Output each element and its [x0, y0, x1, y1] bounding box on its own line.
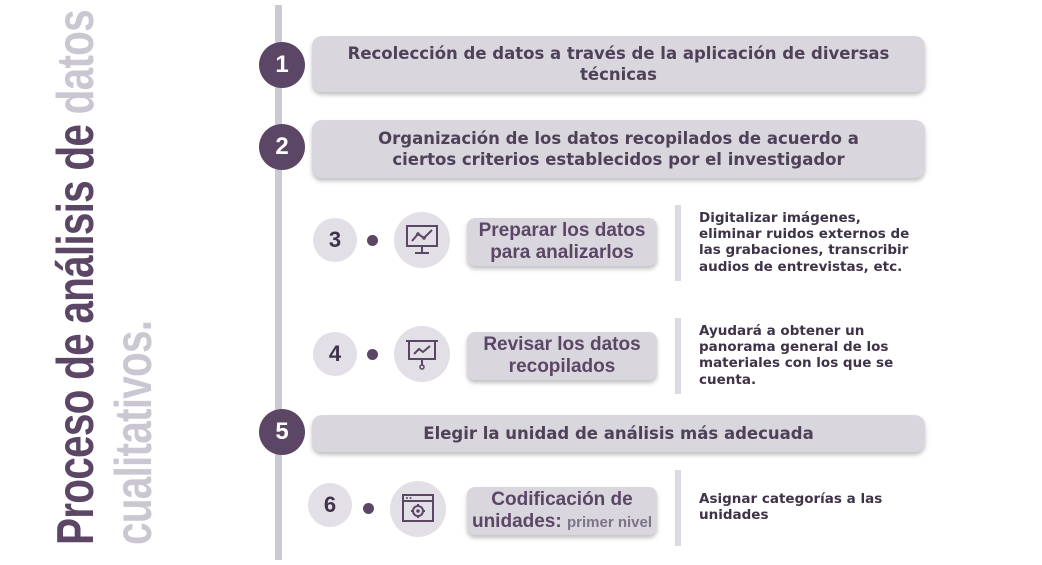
chart-monitor-icon	[394, 212, 450, 268]
step-6-label	[467, 487, 657, 535]
step-3-number: 3	[313, 218, 357, 262]
step-6-label-line2-wrap	[472, 511, 652, 533]
step-2-number: 2	[259, 124, 305, 170]
step-3-label	[467, 218, 657, 266]
step-6-connector-dot	[363, 503, 374, 514]
step-4-label-line2: recopilados	[508, 356, 616, 377]
step-1-bar: Recolección de datos a través de la aplicación de diversas técnicas	[312, 36, 925, 92]
timeline-line	[275, 5, 282, 560]
step-6-label-sub: primer nivel	[566, 514, 653, 531]
step-4-label	[467, 332, 657, 380]
step-4-connector-dot	[367, 349, 378, 360]
title-text-light: datos	[47, 10, 105, 115]
step-4-description: Ayudará a obtener un panorama general de los materiales con los que se cuenta.	[699, 323, 894, 388]
step-6-label-line2: unidades:	[471, 511, 562, 532]
title-line-2: cualitativos.	[105, 320, 163, 545]
step-4-number: 4	[313, 332, 357, 376]
presentation-board-icon	[394, 326, 450, 382]
step-6-label-line1: Codificación de	[491, 489, 633, 511]
gear-window-icon	[390, 481, 446, 537]
step-2-bar: Organización de los datos recopilados de acuerdo a ciertos criterios establecidos por el investigador	[312, 120, 925, 178]
step-1-number: 1	[259, 42, 305, 88]
step-6-description: Asignar categorías a las unidades	[699, 491, 883, 524]
step-5-bar: Elegir la unidad de análisis más adecuada	[312, 415, 925, 452]
step-5-number: 5	[259, 409, 305, 455]
step-3-description: Digitalizar imágenes, eliminar ruidos externos de las grabaciones, transcribir audios de entrevistas, etc.	[699, 210, 910, 275]
step-4-label-line1: Revisar los datos	[483, 334, 641, 356]
step-3-desc-divider	[675, 205, 681, 281]
title-line-1	[47, 10, 105, 545]
step-4-desc-divider	[675, 318, 681, 394]
title-block	[20, 10, 230, 550]
step-3-label-line2: para analizarlos	[490, 242, 634, 263]
step-6-desc-divider	[675, 470, 681, 546]
step-3-label-line1: Preparar los datos	[478, 220, 646, 242]
title-text-dark: Proceso de análisis de	[47, 124, 105, 545]
step-6-number: 6	[308, 483, 352, 527]
step-3-connector-dot	[367, 235, 378, 246]
